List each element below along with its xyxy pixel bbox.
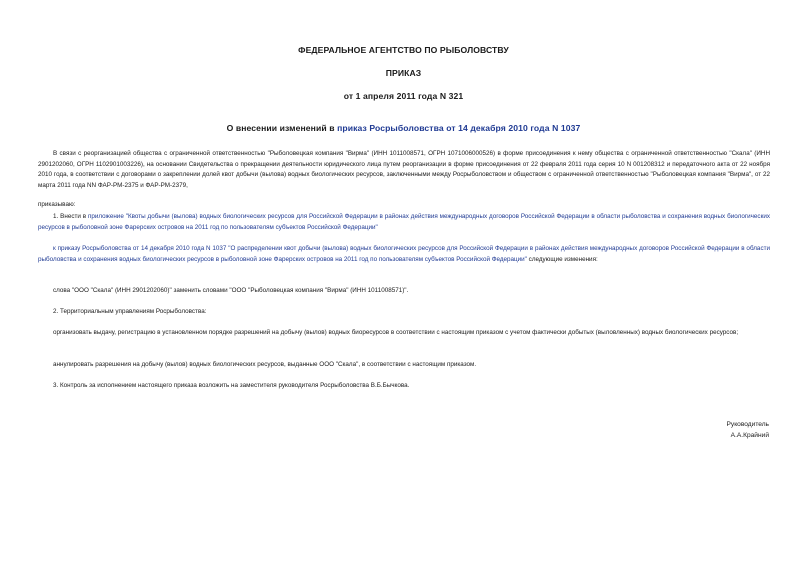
replace-paragraph: слова "ООО "Скала" (ИНН 2901202060)" заменить словами "ООО "Рыболовецкая компания "Вирма" (ИНН 1011008571)".: [53, 287, 409, 294]
point2-block: [38, 307, 770, 318]
document-title: [0, 123, 807, 133]
order-word: приказываю:: [38, 201, 76, 208]
item1-prefix: 1. Внести в: [53, 213, 88, 220]
item2-block: [38, 244, 770, 265]
item2-suffix: следующие изменения:: [526, 255, 598, 263]
doc-type-heading: ПРИКАЗ: [385, 68, 422, 78]
point2b-block: [38, 360, 770, 371]
point2b-paragraph: аннулировать разрешения на добычу (вылов) водных биологических ресурсов, выданные ООО "Скала", в соответствии с настоящим приказом.: [53, 361, 477, 368]
date-number-heading: от 1 апреля 2011 года N 321: [343, 91, 464, 101]
signature-position: Руководитель: [726, 421, 769, 428]
preamble-paragraph: В связи с реорганизацией общества с ограниченной ответственностью "Рыболовецкая компания "Вирма" (ИНН 1011008571, ОГРН 1071006000526) в форме присоединения к нему общества с ограниченной ответственностью "Скала" (ИНН 2901202060, ОГРН 1102901003226), на основании Свидетельства о прекращении деятельности юридического лица путем реорганизации в форме присоединения от 22 февраля 2011 года серия 10 N 001208312 и передаточного акта от 22 ноября 2010 года, в соответствии с договорами о закреплении долей квот добычи (вылова) водных биологических ресурсов, заключенными между Росрыболовством и обществом с ограниченной ответственностью "Рыболовецкая компания "Вирма", от 22 марта 2011 года NN ФАР-РМ-2375 и ФАР-РМ-2379,: [38, 150, 770, 189]
point2a-paragraph: организовать выдачу, регистрацию в установленном порядке разрешений на добычу (вылов) водных биоресурсов в соответствии с настоящим приказом с учетом фактически добытых (выловленных) водных биологических ресурсов;: [53, 329, 739, 336]
point2-paragraph: 2. Территориальным управлениям Росрыболовства:: [53, 308, 207, 315]
point3-paragraph: 3. Контроль за исполнением настоящего приказа возложить на заместителя руководителя Росрыболовства В.Б.Бычкова.: [53, 382, 410, 389]
item1-block: [38, 212, 770, 233]
title-link[interactable]: приказ Росрыболовства от 14 декабря 2010 года N 1037: [337, 123, 581, 133]
signature-name: А.А.Крайний: [730, 431, 769, 439]
title-prefix: О внесении изменений в: [226, 123, 338, 133]
preamble-block: [38, 149, 770, 191]
order-word-block: [38, 200, 770, 211]
item2-paragraph: [38, 244, 770, 265]
signature-block: [727, 420, 769, 441]
item1-paragraph: [38, 212, 770, 233]
point3-block: [38, 381, 770, 392]
replace-block: [38, 286, 770, 297]
agency-heading: ФЕДЕРАЛЬНОЕ АГЕНТСТВО ПО РЫБОЛОВСТВУ: [298, 45, 509, 55]
item2-link[interactable]: к приказу Росрыболовства от 14 декабря 2010 года N 1037 "О распределении квот добычи (вылова) водных биологических ресурсов для Российской Федерации в районах действия международных договоров Российской Федерации в области рыболовства и сохранения водных биологических ресурсов в рыболовной зоне Фарерских островов на 2011 год по пользователям субъектов Российской Федерации": [38, 245, 770, 263]
item1-link[interactable]: приложение "Квоты добычи (вылова) водных биологических ресурсов для Российской Федерации в районах действия международных договоров Российской Федерации в области рыболовства и сохранения водных биологических ресурсов в рыболовной зоне Фарерских островов на 2011 год по пользователям субъектов Российской Федерации": [38, 213, 770, 231]
point2a-block: [38, 328, 770, 339]
